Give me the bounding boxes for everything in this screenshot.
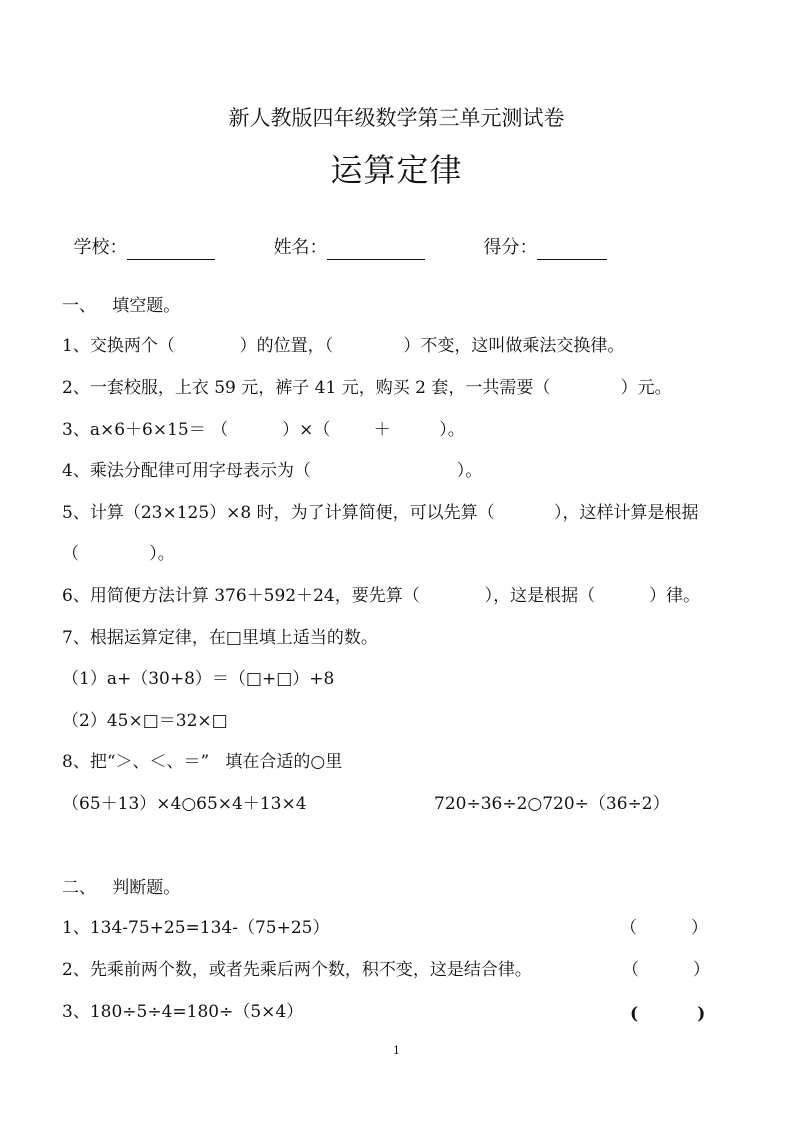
judge-question: 1、134-75+25=134-（75+25） <box>62 918 330 938</box>
question-line: 1、交换两个（ ）的位置，（ ）不变，这叫做乘法交换律。 <box>62 336 625 356</box>
question-line: （2）45×□＝32×□ <box>62 711 228 731</box>
judge-answer-blank[interactable]: ( ) <box>630 1004 706 1024</box>
exam-subtitle: 新人教版四年级数学第三单元测试卷 <box>228 106 565 130</box>
name-label: 姓名： <box>273 237 328 258</box>
name-field <box>262 212 425 260</box>
question-line: 3、a×6＋6×15＝ （ ）×（ ＋ ）。 <box>62 420 465 440</box>
school-field <box>62 212 215 260</box>
question-line: （1）a+（30+8）＝（□+□）+8 <box>62 669 335 689</box>
page-number: 1 <box>393 1044 400 1057</box>
section2-heading: 二、 判断题。 <box>62 878 181 898</box>
question-line: 4、乘法分配律可用字母表示为（ ）。 <box>62 461 483 481</box>
question-line: （ ）。 <box>62 544 175 564</box>
score-blank[interactable] <box>537 239 607 260</box>
question-line: 6、用简便方法计算 376＋592＋24，要先算（ ），这是根据（ ）律。 <box>62 586 701 606</box>
question-line: 8、把“＞、＜、＝” 填在合适的○里 <box>62 752 343 772</box>
question-line: 2、一套校服，上衣 59 元，裤子 41 元，购买 2 套，一共需要（ ）元。 <box>62 378 672 398</box>
school-label: 学校： <box>73 237 128 258</box>
score-field <box>472 212 607 260</box>
score-label: 得分： <box>483 237 538 258</box>
section1-heading: 一、 填空题。 <box>62 296 181 316</box>
judge-answer-blank[interactable]: （ ） <box>622 960 711 980</box>
question-line: 5、计算（23×125）×8 时，为了计算简便，可以先算（ ），这样计算是根据 <box>62 503 699 523</box>
judge-question: 3、180÷5÷4=180÷（5×4） <box>62 1002 304 1022</box>
judge-answer-blank[interactable]: （ ） <box>620 918 709 938</box>
name-blank[interactable] <box>327 239 425 260</box>
compare-left: （65＋13）×4○65×4＋13×4 <box>62 794 307 814</box>
judge-question: 2、先乘前两个数，或者先乘后两个数，积不变，这是结合律。 <box>62 960 532 980</box>
question-line: 7、根据运算定律，在□里填上适当的数。 <box>62 628 378 648</box>
exam-title: 运算定律 <box>330 151 463 189</box>
compare-right: 720÷36÷2○720÷（36÷2） <box>434 794 670 814</box>
school-blank[interactable] <box>127 239 215 260</box>
